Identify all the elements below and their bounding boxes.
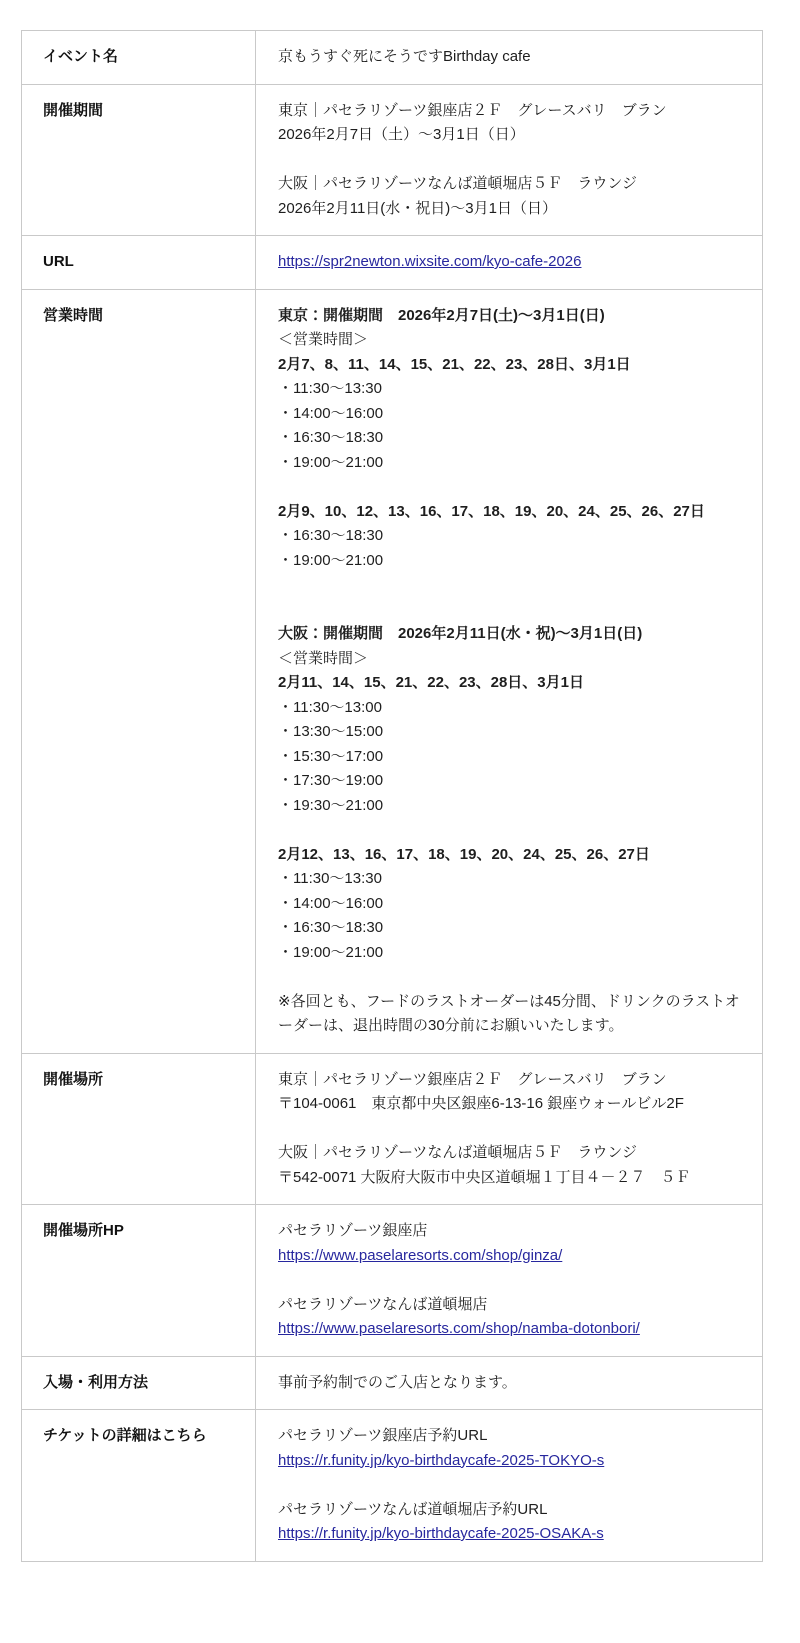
blank-line bbox=[278, 475, 742, 500]
text-line: 〒104-0061 東京都中央区銀座6-13-16 銀座ウォールビル2F bbox=[278, 1095, 684, 1112]
text-line: ・19:30～21:00 bbox=[278, 796, 384, 814]
text-line: ・19:00～21:00 bbox=[278, 453, 384, 471]
text-line: パセラリゾーツなんば道頓堀店 bbox=[278, 1295, 488, 1313]
row-label: チケットの詳細はこちら bbox=[22, 1410, 256, 1562]
text-line: 東京：開催期間 2026年2月7日(土)～3月1日(日) bbox=[278, 306, 605, 324]
text-line: ・15:30～17:00 bbox=[278, 747, 384, 765]
text-line: ・13:30～15:00 bbox=[278, 723, 384, 740]
row-label: 開催場所 bbox=[22, 1053, 256, 1205]
blank-line bbox=[278, 1117, 742, 1142]
text-line: ＜営業時間＞ bbox=[278, 649, 369, 667]
text-line: 〒542-0071 大阪府大阪市中央区道頓堀１丁目４－２７ ５Ｆ bbox=[278, 1168, 691, 1186]
text-line: パセラリゾーツ銀座店 bbox=[278, 1222, 428, 1239]
text-line: 2026年2月11日(水・祝日)～3月1日（日） bbox=[278, 199, 557, 217]
row-value bbox=[256, 84, 763, 236]
row-label: 入場・利用方法 bbox=[22, 1356, 256, 1410]
text-line: 事前予約制でのご入店となります。 bbox=[278, 1373, 517, 1391]
external-link[interactable]: https://r.funity.jp/kyo-birthdaycafe-2025-TOKYO-s bbox=[278, 1451, 605, 1469]
blank-line bbox=[278, 598, 742, 623]
row-value bbox=[256, 1356, 763, 1410]
table-row bbox=[22, 236, 763, 290]
text-line: 2月7、8、11、14、15、21、22、23、28日、3月1日 bbox=[278, 355, 631, 373]
text-line: 大阪：開催期間 2026年2月11日(水・祝)～3月1日(日) bbox=[278, 625, 643, 642]
text-line: 大阪｜パセラリゾーツなんば道頓堀店５Ｆ ラウンジ bbox=[278, 175, 638, 192]
link-line bbox=[278, 1244, 742, 1269]
table-row bbox=[22, 84, 763, 236]
text-line: ・16:30～18:30 bbox=[278, 527, 384, 544]
text-line: ・16:30～18:30 bbox=[278, 429, 384, 446]
link-line bbox=[278, 250, 742, 275]
table-body bbox=[22, 31, 763, 1562]
text-line: ・16:30～18:30 bbox=[278, 919, 384, 936]
text-line: 東京｜パセラリゾーツ銀座店２Ｆ グレースバリ ブラン bbox=[278, 1070, 667, 1088]
text-line: ＜営業時間＞ bbox=[278, 331, 369, 348]
text-line: ※各回とも、フードのラストオーダーは45分間、ドリンクのラストオーダーは、退出時間の30分前にお願いいたします。 bbox=[278, 992, 740, 1034]
link-line bbox=[278, 1522, 742, 1547]
row-label: 開催期間 bbox=[22, 84, 256, 236]
blank-line bbox=[278, 573, 742, 598]
row-label: 開催場所HP bbox=[22, 1205, 256, 1357]
blank-line bbox=[278, 965, 742, 990]
row-value bbox=[256, 1053, 763, 1205]
external-link[interactable]: https://www.paselaresorts.com/shop/namba-dotonbori/ bbox=[278, 1320, 640, 1337]
text-line: ・11:30～13:30 bbox=[278, 870, 382, 887]
text-line: パセラリゾーツ銀座店予約URL bbox=[278, 1427, 488, 1444]
row-value bbox=[256, 1205, 763, 1357]
table-row bbox=[22, 1356, 763, 1410]
text-line: ・19:00～21:00 bbox=[278, 943, 384, 961]
text-line: 2026年2月7日（土）～3月1日（日） bbox=[278, 126, 525, 143]
blank-line bbox=[278, 1268, 742, 1293]
event-info-table bbox=[21, 30, 763, 1562]
table-row bbox=[22, 1053, 763, 1205]
blank-line bbox=[278, 818, 742, 843]
external-link[interactable]: https://spr2newton.wixsite.com/kyo-cafe-2026 bbox=[278, 253, 582, 270]
row-label: イベント名 bbox=[22, 31, 256, 85]
table-row bbox=[22, 1410, 763, 1562]
text-line: ・11:30～13:00 bbox=[278, 698, 382, 716]
blank-line bbox=[278, 148, 742, 173]
text-line: 京もうすぐ死にそうですBirthday cafe bbox=[278, 48, 531, 65]
text-line: 東京｜パセラリゾーツ銀座店２Ｆ グレースバリ ブラン bbox=[278, 101, 667, 119]
table-row bbox=[22, 1205, 763, 1357]
text-line: ・14:00～16:00 bbox=[278, 404, 384, 422]
external-link[interactable]: https://www.paselaresorts.com/shop/ginza/ bbox=[278, 1246, 563, 1264]
text-line: 2月11、14、15、21、22、23、28日、3月1日 bbox=[278, 674, 584, 691]
table-row bbox=[22, 289, 763, 1053]
text-line: ・17:30～19:00 bbox=[278, 772, 384, 789]
text-line: ・11:30～13:30 bbox=[278, 380, 382, 397]
text-line: 大阪｜パセラリゾーツなんば道頓堀店５Ｆ ラウンジ bbox=[278, 1144, 638, 1161]
row-value bbox=[256, 236, 763, 290]
link-line bbox=[278, 1449, 742, 1474]
link-line bbox=[278, 1317, 742, 1342]
row-value bbox=[256, 31, 763, 85]
table-row bbox=[22, 31, 763, 85]
row-value bbox=[256, 289, 763, 1053]
external-link[interactable]: https://r.funity.jp/kyo-birthdaycafe-2025-OSAKA-s bbox=[278, 1525, 604, 1542]
text-line: ・19:00～21:00 bbox=[278, 551, 384, 569]
blank-line bbox=[278, 1473, 742, 1498]
text-line: 2月9、10、12、13、16、17、18、19、20、24、25、26、27日 bbox=[278, 502, 705, 520]
text-line: パセラリゾーツなんば道頓堀店予約URL bbox=[278, 1500, 548, 1518]
row-label: URL bbox=[22, 236, 256, 290]
row-label: 営業時間 bbox=[22, 289, 256, 1053]
row-value bbox=[256, 1410, 763, 1562]
text-line: ・14:00～16:00 bbox=[278, 894, 384, 912]
text-line: 2月12、13、16、17、18、19、20、24、25、26、27日 bbox=[278, 845, 650, 863]
